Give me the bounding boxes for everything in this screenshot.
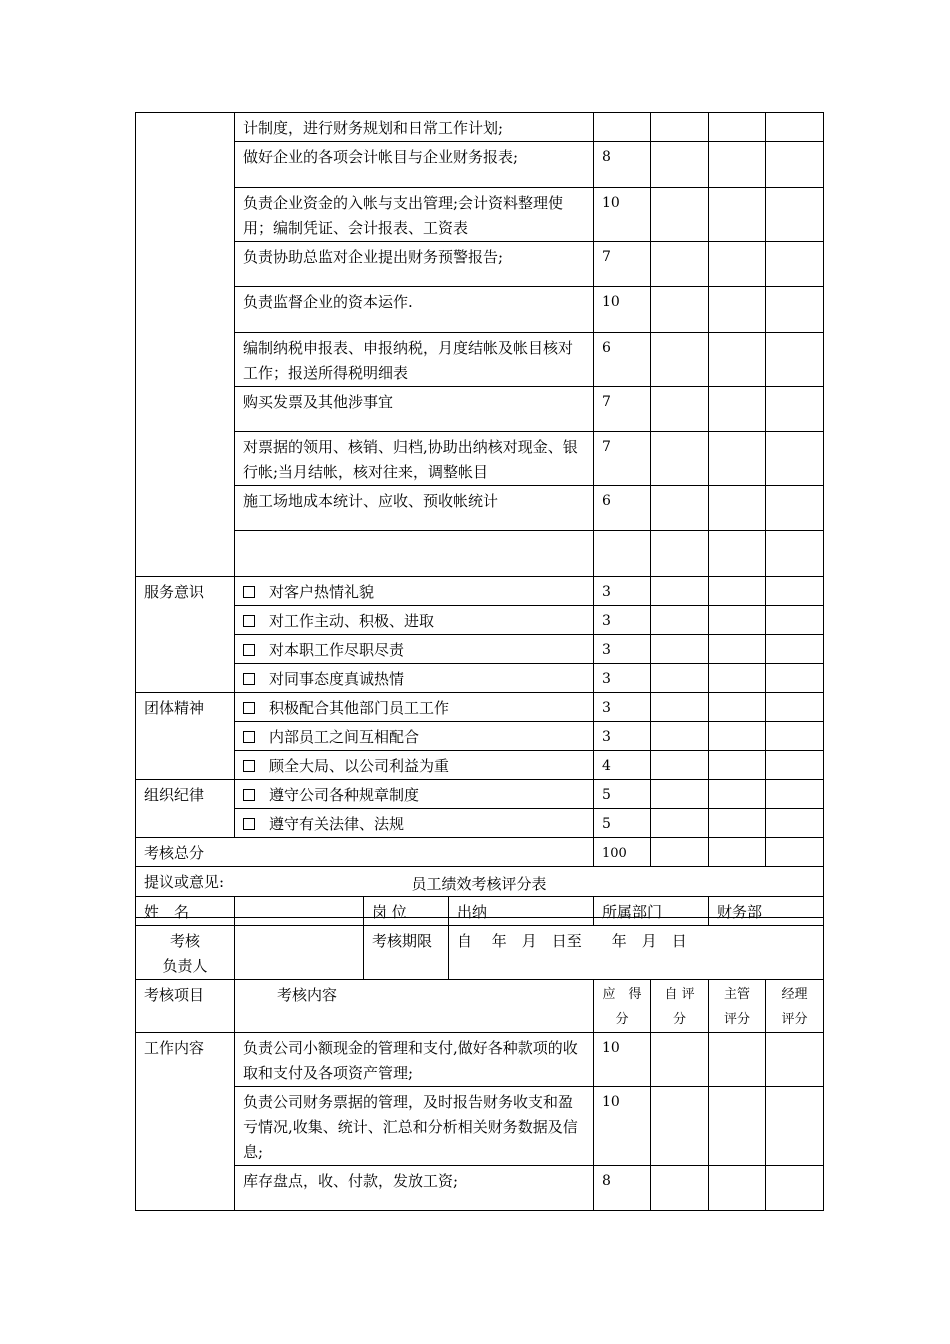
manager-score-cell[interactable] xyxy=(766,606,824,635)
work-content-label-cell xyxy=(136,113,235,577)
team-item: 积极配合其他部门员工工作 xyxy=(269,699,450,717)
discipline-item: 遵守有关法律、法规 xyxy=(269,815,405,833)
supervisor-score-cell[interactable] xyxy=(709,333,766,387)
work-item: 库存盘点，收、付款，发放工资; xyxy=(235,1166,594,1211)
suggestion-field[interactable]: 提议或意见: xyxy=(136,867,824,918)
checkbox-icon[interactable] xyxy=(243,615,255,627)
score-cell: 8 xyxy=(594,142,651,188)
supervisor-score-cell[interactable] xyxy=(709,287,766,333)
work-item xyxy=(235,531,594,577)
manager-score-cell[interactable] xyxy=(766,693,824,722)
manager-score-cell[interactable] xyxy=(766,722,824,751)
score-cell: 10 xyxy=(594,188,651,242)
work-item: 施工场地成本统计、应收、预收帐统计 xyxy=(235,486,594,531)
self-score-cell[interactable] xyxy=(651,751,709,780)
work-item: 计制度，进行财务规划和日常工作计划; xyxy=(235,113,594,142)
period-value[interactable]: 自 年 月 日至 年 月 日 xyxy=(449,926,824,980)
supervisor-score-cell[interactable] xyxy=(709,722,766,751)
score-cell: 7 xyxy=(594,432,651,486)
post-label: 岗 位 xyxy=(364,897,449,926)
self-score-cell[interactable] xyxy=(651,809,709,838)
score-cell xyxy=(594,531,651,577)
supervisor-score-cell[interactable] xyxy=(709,606,766,635)
supervisor-score-cell[interactable] xyxy=(709,1166,766,1211)
manager-score-cell[interactable] xyxy=(766,113,824,142)
self-score-cell[interactable] xyxy=(651,387,709,432)
manager-score-cell[interactable] xyxy=(766,1166,824,1211)
service-awareness-label: 服务意识 xyxy=(136,577,235,693)
column-header-supervisor-score: 主管 评分 xyxy=(709,980,766,1033)
work-item: 负责监督企业的资本运作. xyxy=(235,287,594,333)
manager-score-cell[interactable] xyxy=(766,531,824,577)
manager-score-cell[interactable] xyxy=(766,635,824,664)
self-score-cell[interactable] xyxy=(651,664,709,693)
manager-score-cell[interactable] xyxy=(766,664,824,693)
reviewer-label: 考核 负责人 xyxy=(136,926,235,980)
score-cell: 10 xyxy=(594,1087,651,1166)
supervisor-score-cell[interactable] xyxy=(709,577,766,606)
score-cell: 10 xyxy=(594,287,651,333)
supervisor-score-cell[interactable] xyxy=(709,1087,766,1166)
score-cell: 3 xyxy=(594,606,651,635)
post-value: 出纳 xyxy=(449,897,594,926)
self-score-cell[interactable] xyxy=(651,1087,709,1166)
score-cell: 5 xyxy=(594,780,651,809)
self-score-cell[interactable] xyxy=(651,113,709,142)
manager-score-cell[interactable] xyxy=(766,1033,824,1087)
checkbox-icon[interactable] xyxy=(243,789,255,801)
self-score-cell[interactable] xyxy=(651,693,709,722)
team-item: 顾全大局、以公司利益为重 xyxy=(269,757,450,775)
manager-score-cell[interactable] xyxy=(766,809,824,838)
checkbox-icon[interactable] xyxy=(243,673,255,685)
supervisor-score-cell[interactable] xyxy=(709,432,766,486)
column-header-content: 考核内容 xyxy=(235,980,594,1033)
total-score-value: 100 xyxy=(594,838,651,867)
evaluation-table-continued xyxy=(135,112,824,918)
work-item: 负责企业资金的入帐与支出管理;会计资料整理使用；编制凭证、会计报表、工资表 xyxy=(235,188,594,242)
service-item: 对本职工作尽职尽责 xyxy=(269,641,405,659)
supervisor-score-cell[interactable] xyxy=(709,751,766,780)
score-cell: 4 xyxy=(594,751,651,780)
score-cell: 5 xyxy=(594,809,651,838)
supervisor-score-cell[interactable] xyxy=(709,809,766,838)
work-item: 购买发票及其他涉事宜 xyxy=(235,387,594,432)
score-cell: 3 xyxy=(594,722,651,751)
score-cell: 6 xyxy=(594,333,651,387)
evaluation-table xyxy=(135,896,824,1211)
self-score-cell[interactable] xyxy=(651,188,709,242)
score-cell: 7 xyxy=(594,242,651,287)
manager-score-cell[interactable] xyxy=(766,751,824,780)
self-score-cell[interactable] xyxy=(651,142,709,188)
checkbox-icon[interactable] xyxy=(243,586,255,598)
self-score-cell[interactable] xyxy=(651,531,709,577)
work-content-label: 工作内容 xyxy=(136,1033,235,1211)
score-cell: 3 xyxy=(594,664,651,693)
department-value: 财务部 xyxy=(709,897,824,926)
work-item: 负责公司财务票据的管理，及时报告财务收支和盈亏情况,收集、统计、汇总和分析相关财务数据及信息; xyxy=(235,1087,594,1166)
self-score-cell[interactable] xyxy=(651,635,709,664)
discipline-label: 组织纪律 xyxy=(136,780,235,838)
manager-score-cell[interactable] xyxy=(766,242,824,287)
self-score-cell[interactable] xyxy=(651,486,709,531)
name-field[interactable] xyxy=(235,897,364,926)
supervisor-score-cell[interactable] xyxy=(709,242,766,287)
work-item: 编制纳税申报表、申报纳税，月度结帐及帐目核对工作；报送所得税明细表 xyxy=(235,333,594,387)
supervisor-score-cell[interactable] xyxy=(709,387,766,432)
self-score-cell[interactable] xyxy=(651,838,709,867)
service-item: 对同事态度真诚热情 xyxy=(269,670,405,688)
work-item: 负责协助总监对企业提出财务预警报告; xyxy=(235,242,594,287)
work-item: 负责公司小额现金的管理和支付,做好各种款项的收取和支付及各项资产管理; xyxy=(235,1033,594,1087)
name-label: 姓 名 xyxy=(136,897,235,926)
supervisor-score-cell[interactable] xyxy=(709,486,766,531)
self-score-cell[interactable] xyxy=(651,242,709,287)
supervisor-score-cell[interactable] xyxy=(709,142,766,188)
service-item: 对客户热情礼貌 xyxy=(269,583,375,601)
self-score-cell[interactable] xyxy=(651,1033,709,1087)
score-cell: 3 xyxy=(594,577,651,606)
self-score-cell[interactable] xyxy=(651,333,709,387)
supervisor-score-cell[interactable] xyxy=(709,531,766,577)
self-score-cell[interactable] xyxy=(651,432,709,486)
service-item: 对工作主动、积极、进取 xyxy=(269,612,435,630)
checkbox-icon[interactable] xyxy=(243,818,255,830)
manager-score-cell[interactable] xyxy=(766,142,824,188)
manager-score-cell[interactable] xyxy=(766,1087,824,1166)
self-score-cell[interactable] xyxy=(651,1166,709,1211)
score-cell: 10 xyxy=(594,1033,651,1087)
score-cell xyxy=(594,113,651,142)
checkbox-icon[interactable] xyxy=(243,644,255,656)
column-header-should-score: 应 得 分 xyxy=(594,980,651,1033)
manager-score-cell[interactable] xyxy=(766,432,824,486)
work-item: 对票据的领用、核销、归档,协助出纳核对现金、银行帐;当月结帐，核对往来，调整帐目 xyxy=(235,432,594,486)
column-header-self-score: 自 评 分 xyxy=(651,980,709,1033)
period-label: 考核期限 xyxy=(364,926,449,980)
manager-score-cell[interactable] xyxy=(766,780,824,809)
checkbox-icon[interactable] xyxy=(243,760,255,772)
team-spirit-label: 团体精神 xyxy=(136,693,235,780)
supervisor-score-cell[interactable] xyxy=(709,635,766,664)
self-score-cell[interactable] xyxy=(651,780,709,809)
supervisor-score-cell[interactable] xyxy=(709,1033,766,1087)
supervisor-score-cell[interactable] xyxy=(709,664,766,693)
team-item: 内部员工之间互相配合 xyxy=(269,728,420,746)
manager-score-cell[interactable] xyxy=(766,188,824,242)
self-score-cell[interactable] xyxy=(651,606,709,635)
supervisor-score-cell[interactable] xyxy=(709,113,766,142)
score-cell: 3 xyxy=(594,693,651,722)
self-score-cell[interactable] xyxy=(651,577,709,606)
supervisor-score-cell[interactable] xyxy=(709,188,766,242)
manager-score-cell[interactable] xyxy=(766,577,824,606)
self-score-cell[interactable] xyxy=(651,722,709,751)
manager-score-cell[interactable] xyxy=(766,287,824,333)
total-score-label: 考核总分 xyxy=(136,838,594,867)
checkbox-icon[interactable] xyxy=(243,731,255,743)
supervisor-score-cell[interactable] xyxy=(709,838,766,867)
score-cell: 3 xyxy=(594,635,651,664)
column-header-manager-score: 经理 评分 xyxy=(766,980,824,1033)
reviewer-field[interactable] xyxy=(235,926,364,980)
score-cell: 8 xyxy=(594,1166,651,1211)
column-header-item: 考核项目 xyxy=(136,980,235,1033)
form-title: 员工绩效考核评分表 xyxy=(411,875,547,893)
checkbox-icon[interactable] xyxy=(243,702,255,714)
discipline-item: 遵守公司各种规章制度 xyxy=(269,786,420,804)
manager-score-cell[interactable] xyxy=(766,838,824,867)
manager-score-cell[interactable] xyxy=(766,486,824,531)
self-score-cell[interactable] xyxy=(651,287,709,333)
supervisor-score-cell[interactable] xyxy=(709,780,766,809)
score-cell: 6 xyxy=(594,486,651,531)
manager-score-cell[interactable] xyxy=(766,387,824,432)
score-cell: 7 xyxy=(594,387,651,432)
manager-score-cell[interactable] xyxy=(766,333,824,387)
work-item: 做好企业的各项会计帐目与企业财务报表; xyxy=(235,142,594,188)
department-label: 所属部门 xyxy=(594,897,709,926)
supervisor-score-cell[interactable] xyxy=(709,693,766,722)
